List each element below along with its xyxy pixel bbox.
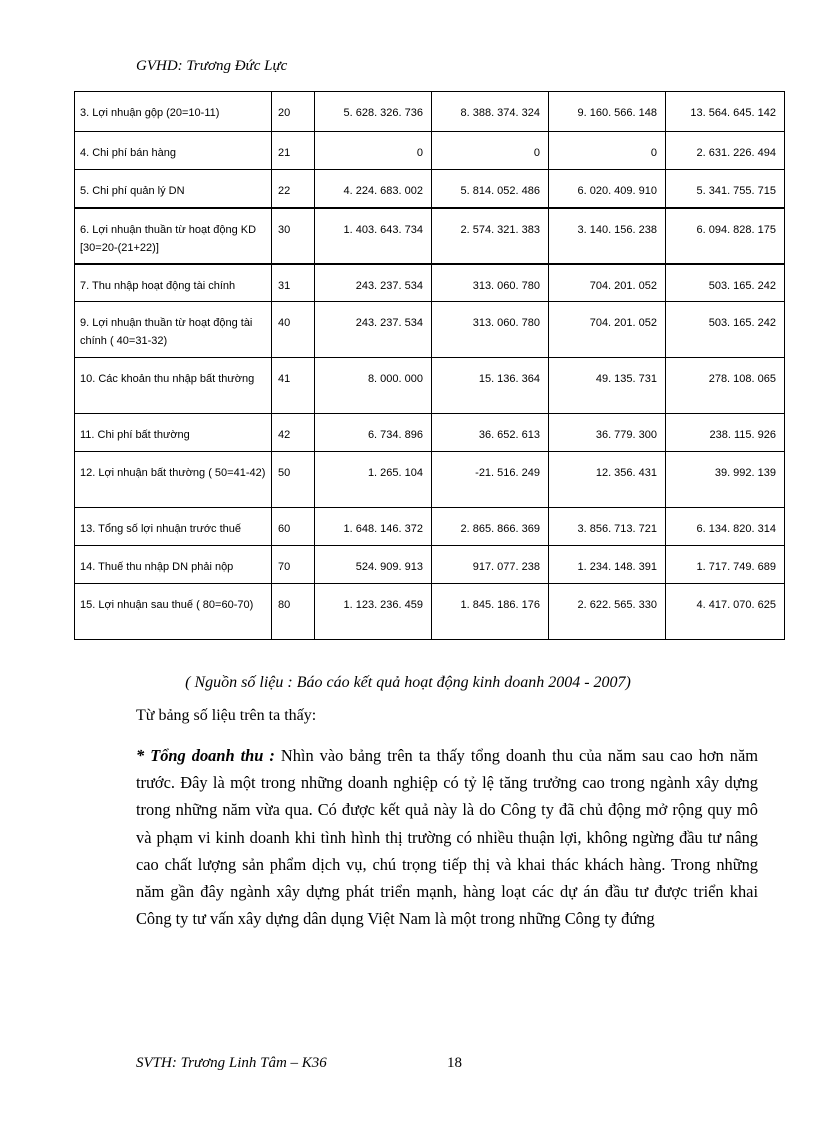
table-row <box>75 170 785 208</box>
row-value: 5. 814. 052. 486 <box>432 170 549 208</box>
row-value: 12. 356. 431 <box>549 452 666 508</box>
row-value: 243. 237. 534 <box>315 264 432 302</box>
row-label: 3. Lợi nhuận gộp (20=10-11) <box>75 92 272 132</box>
row-code: 50 <box>272 452 315 508</box>
row-value: 1. 845. 186. 176 <box>432 584 549 640</box>
row-value: 0 <box>315 132 432 170</box>
row-value: 704. 201. 052 <box>549 264 666 302</box>
table-row <box>75 358 785 414</box>
row-label: 11. Chi phí bất thường <box>75 414 272 452</box>
row-value: 15. 136. 364 <box>432 358 549 414</box>
row-value: 1. 234. 148. 391 <box>549 546 666 584</box>
row-label: 7. Thu nhập hoạt động tài chính <box>75 264 272 302</box>
row-value: 704. 201. 052 <box>549 302 666 358</box>
paragraph-text: Nhìn vào bảng trên ta thấy tổng doanh thu của năm sau cao hơn năm trước. Đây là một trong những doanh nghiệp có tỷ lệ tăng trưởng cao trong ngành xây dựng trong những năm vừa qua. Có được kết quả này là do Công ty đã chủ động mở rộng quy mô và phạm vi kinh doanh khi tình hình thị trường có nhiều thuận lợi, không ngừng đầu tư nâng cao chất lượng sản phẩm dịch vụ, chú trọng tiếp thị và khai thác khách hàng. Trong những năm gần đây ngành xây dựng phát triển mạnh, hàng loạt các dự án đầu tư được triển khai Công ty tư vấn xây dựng dân dụng Việt Nam là một trong những Công ty đứng <box>136 746 758 929</box>
row-value: 243. 237. 534 <box>315 302 432 358</box>
row-value: 5. 628. 326. 736 <box>315 92 432 132</box>
table-row <box>75 264 785 302</box>
page-footer-student: SVTH: Trương Linh Tâm – K36 <box>136 1055 327 1071</box>
row-value: 917. 077. 238 <box>432 546 549 584</box>
row-value: 13. 564. 645. 142 <box>666 92 785 132</box>
source-note: ( Nguồn số liệu : Báo cáo kết quả hoạt động kinh doanh 2004 - 2007) <box>185 674 631 691</box>
row-value: 2. 631. 226. 494 <box>666 132 785 170</box>
row-code: 41 <box>272 358 315 414</box>
row-value: -21. 516. 249 <box>432 452 549 508</box>
table-row <box>75 132 785 170</box>
row-value: 6. 134. 820. 314 <box>666 508 785 546</box>
row-code: 31 <box>272 264 315 302</box>
row-code: 22 <box>272 170 315 208</box>
row-value: 2. 865. 866. 369 <box>432 508 549 546</box>
row-label: 9. Lợi nhuận thuần từ hoạt động tài chính ( 40=31-32) <box>75 302 272 358</box>
page-number: 18 <box>447 1055 462 1071</box>
row-label: 10. Các khoản thu nhập bất thường <box>75 358 272 414</box>
row-value: 8. 000. 000 <box>315 358 432 414</box>
row-value: 9. 160. 566. 148 <box>549 92 666 132</box>
row-value: 503. 165. 242 <box>666 302 785 358</box>
table-row <box>75 452 785 508</box>
row-value: 2. 574. 321. 383 <box>432 208 549 264</box>
analysis-paragraph <box>136 742 758 932</box>
row-value: 524. 909. 913 <box>315 546 432 584</box>
row-value: 313. 060. 780 <box>432 302 549 358</box>
row-value: 313. 060. 780 <box>432 264 549 302</box>
table-row <box>75 92 785 132</box>
row-value: 4. 224. 683. 002 <box>315 170 432 208</box>
page-header-supervisor: GVHD: Trương Đức Lực <box>136 58 288 74</box>
table-row <box>75 508 785 546</box>
lead-sentence: Từ bảng số liệu trên ta thấy: <box>136 707 317 724</box>
row-code: 21 <box>272 132 315 170</box>
row-value: 1. 123. 236. 459 <box>315 584 432 640</box>
row-value: 2. 622. 565. 330 <box>549 584 666 640</box>
table-row <box>75 414 785 452</box>
table-row <box>75 208 785 264</box>
row-label: 15. Lợi nhuận sau thuế ( 80=60-70) <box>75 584 272 640</box>
row-value: 49. 135. 731 <box>549 358 666 414</box>
row-value: 3. 856. 713. 721 <box>549 508 666 546</box>
row-value: 1. 265. 104 <box>315 452 432 508</box>
row-label: 12. Lợi nhuận bất thường ( 50=41-42) <box>75 452 272 508</box>
row-code: 40 <box>272 302 315 358</box>
row-value: 1. 648. 146. 372 <box>315 508 432 546</box>
row-label: 13. Tổng số lợi nhuận trước thuế <box>75 508 272 546</box>
row-value: 1. 403. 643. 734 <box>315 208 432 264</box>
row-value: 36. 779. 300 <box>549 414 666 452</box>
table-row <box>75 584 785 640</box>
row-code: 60 <box>272 508 315 546</box>
financial-table-body <box>75 92 785 640</box>
row-value: 4. 417. 070. 625 <box>666 584 785 640</box>
financial-table <box>74 91 785 640</box>
paragraph-heading: * Tổng doanh thu : <box>136 746 275 765</box>
row-value: 8. 388. 374. 324 <box>432 92 549 132</box>
row-code: 30 <box>272 208 315 264</box>
row-value: 6. 734. 896 <box>315 414 432 452</box>
row-value: 0 <box>432 132 549 170</box>
row-code: 70 <box>272 546 315 584</box>
table-row <box>75 302 785 358</box>
table-row <box>75 546 785 584</box>
row-code: 20 <box>272 92 315 132</box>
row-value: 36. 652. 613 <box>432 414 549 452</box>
row-value: 6. 020. 409. 910 <box>549 170 666 208</box>
row-value: 278. 108. 065 <box>666 358 785 414</box>
row-label: 5. Chi phí quản lý DN <box>75 170 272 208</box>
row-value: 503. 165. 242 <box>666 264 785 302</box>
row-code: 42 <box>272 414 315 452</box>
row-value: 5. 341. 755. 715 <box>666 170 785 208</box>
row-value: 39. 992. 139 <box>666 452 785 508</box>
row-value: 3. 140. 156. 238 <box>549 208 666 264</box>
row-label: 6. Lợi nhuận thuần từ hoạt động KD [30=20-(21+22)] <box>75 208 272 264</box>
row-label: 4. Chi phí bán hàng <box>75 132 272 170</box>
row-code: 80 <box>272 584 315 640</box>
row-value: 6. 094. 828. 175 <box>666 208 785 264</box>
row-value: 0 <box>549 132 666 170</box>
row-value: 1. 717. 749. 689 <box>666 546 785 584</box>
row-value: 238. 115. 926 <box>666 414 785 452</box>
row-label: 14. Thuế thu nhập DN phải nộp <box>75 546 272 584</box>
